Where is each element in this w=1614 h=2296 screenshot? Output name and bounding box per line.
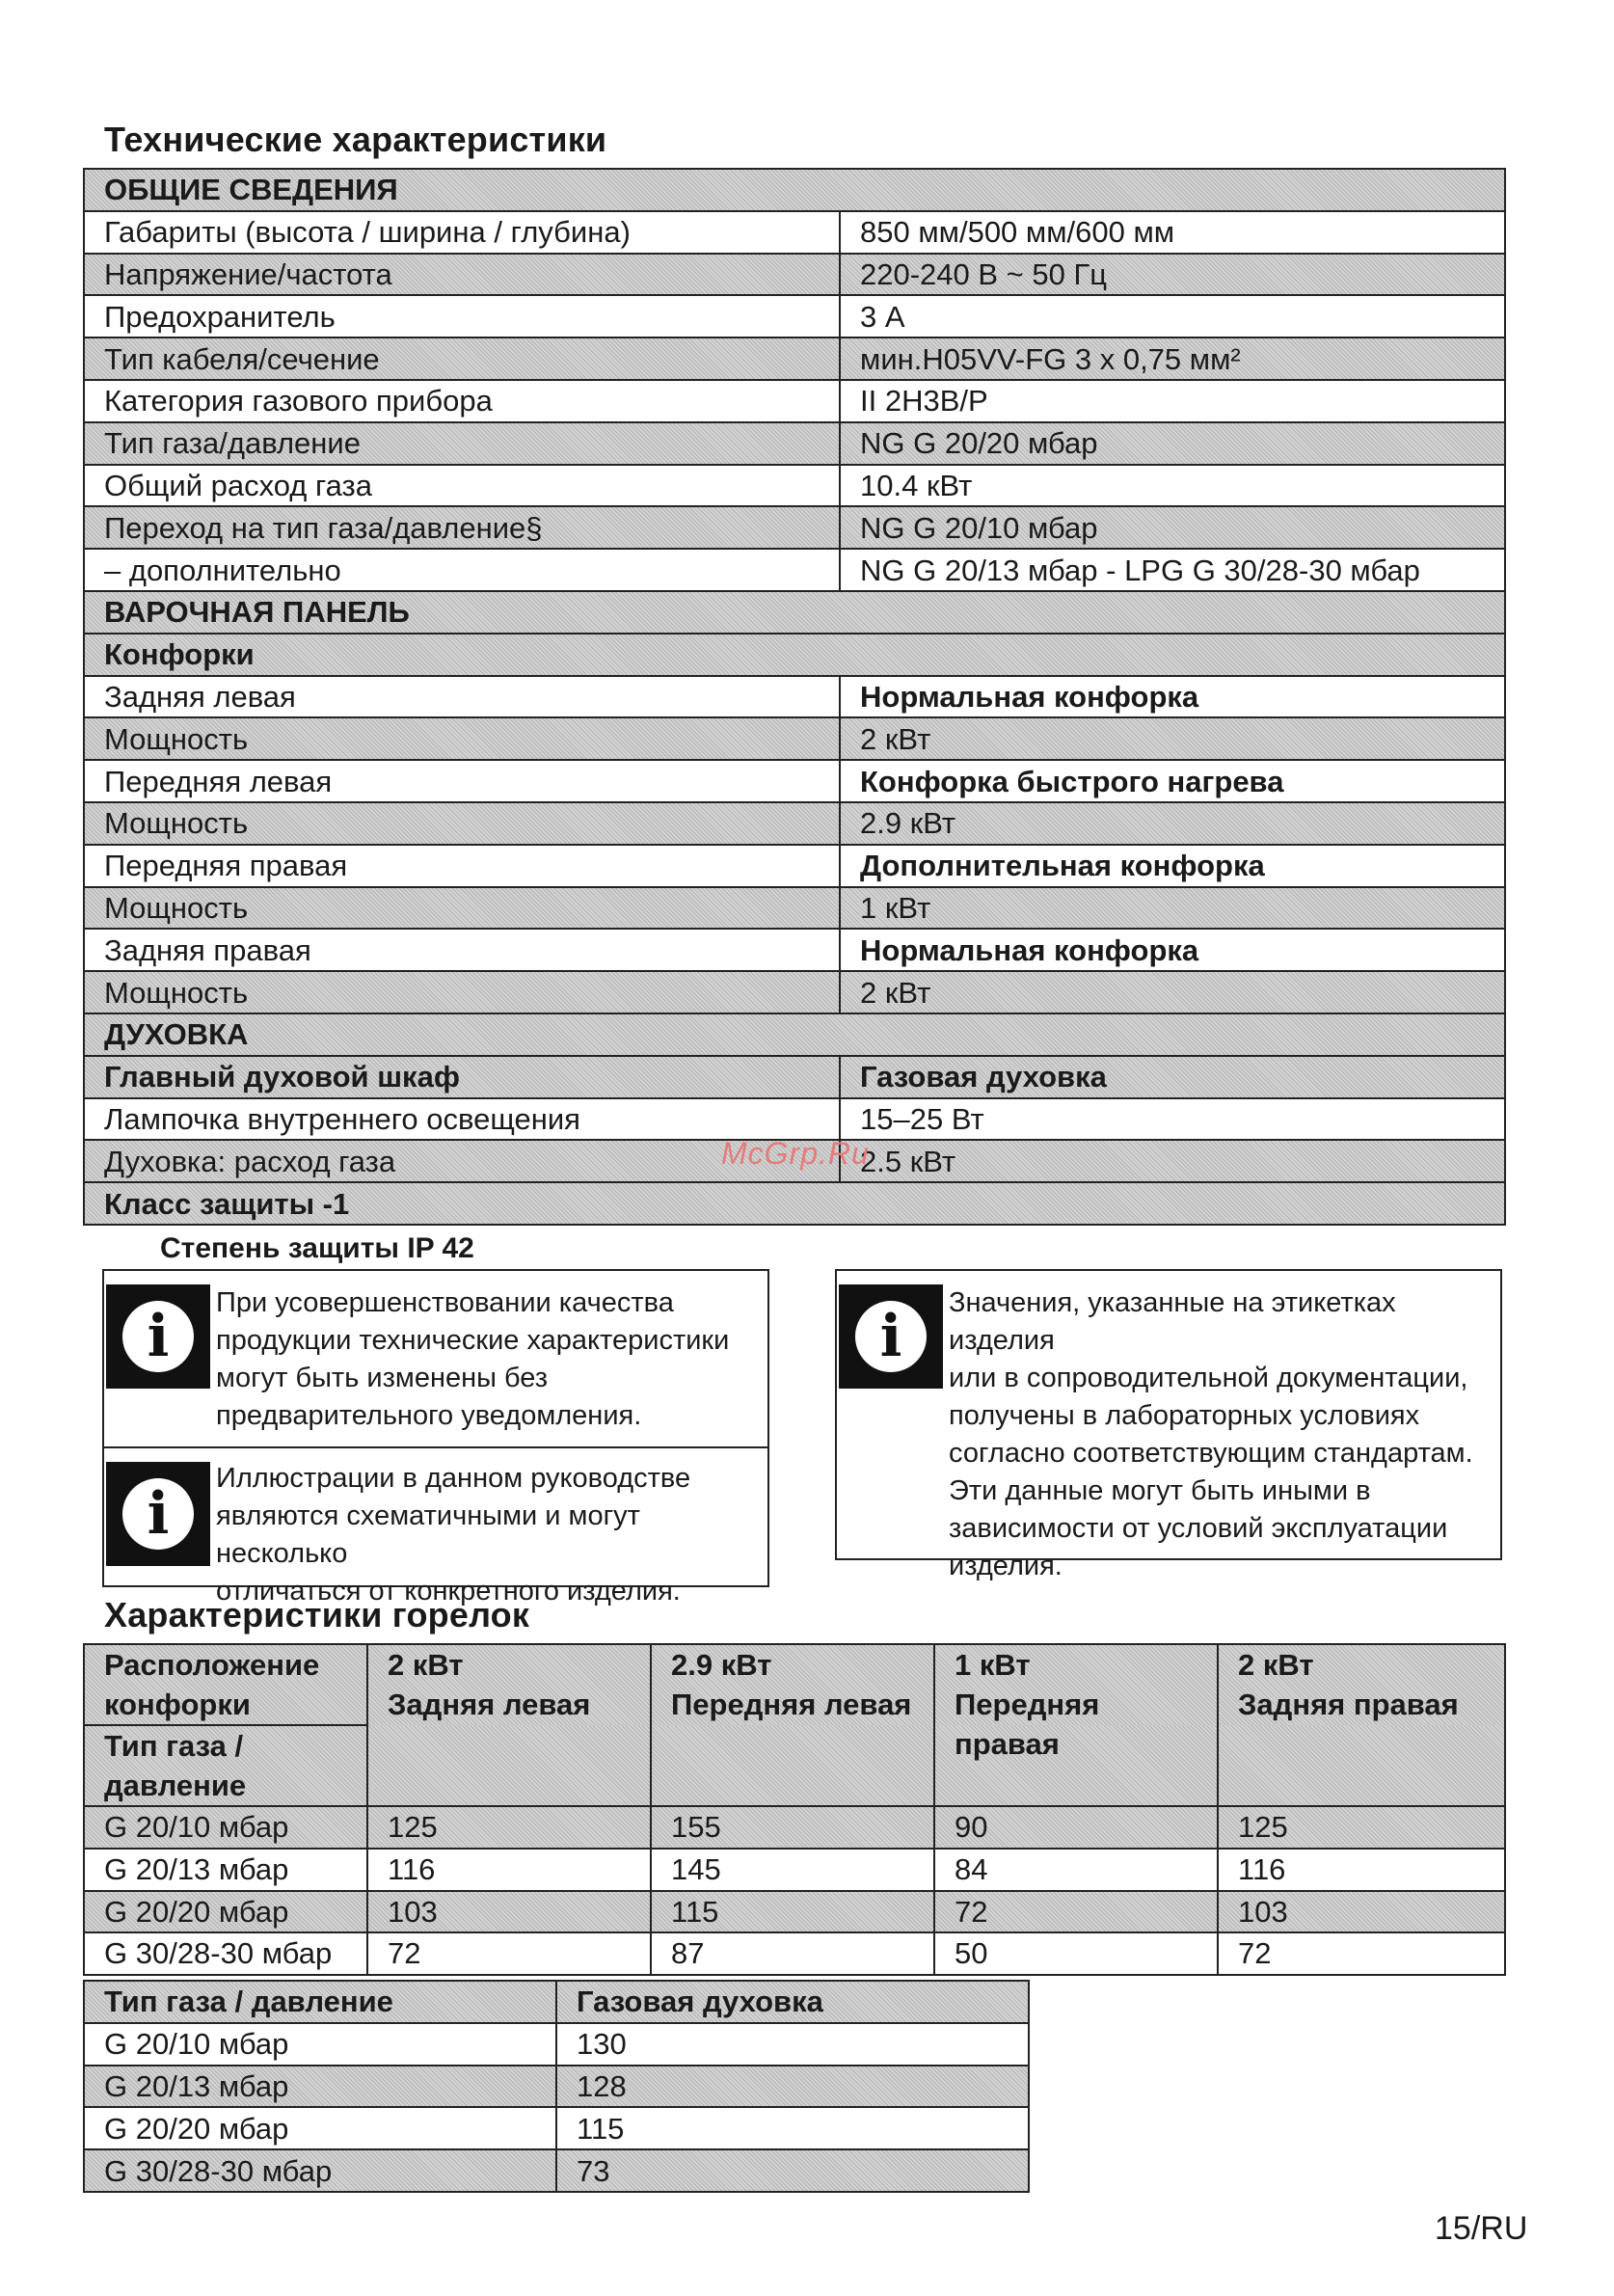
- spec-label: Главный духовой шкаф: [84, 1056, 840, 1098]
- watermark: McGrp.Ru: [721, 1136, 870, 1171]
- info-box-left: [102, 1269, 769, 1607]
- spec-label: Общий расход газа: [84, 465, 840, 507]
- burner-value: 87: [651, 1932, 934, 1975]
- spec-label: Лампочка внутреннего освещения: [84, 1098, 840, 1141]
- info-icon: i: [839, 1284, 943, 1389]
- burner-value: 90: [934, 1806, 1218, 1849]
- spec-label: Задняя правая: [84, 929, 840, 971]
- table-row: [84, 2107, 1029, 2149]
- spec-value: 220-240 В ~ 50 Гц: [840, 254, 1505, 296]
- table-row: [84, 211, 1505, 254]
- burner-value: 50: [934, 1932, 1218, 1975]
- info-icon: i: [106, 1462, 210, 1566]
- table-row: [84, 338, 1505, 380]
- spec-label: Духовка: расход газа: [84, 1140, 840, 1182]
- table-row: [84, 1806, 1505, 1849]
- note-text-2: Иллюстрации в данном руководстве являются схематичными и могут несколько отличаться от конкретного изделия.: [216, 1463, 691, 1607]
- table-row: [84, 380, 1505, 422]
- spec-value: Нормальная конфорка: [840, 676, 1505, 718]
- table-row: [84, 1013, 1505, 1056]
- spec-label: Мощность: [84, 802, 840, 845]
- table-row: [84, 465, 1505, 507]
- spec-value: NG G 20/20 мбар: [840, 422, 1505, 465]
- table-row: [84, 1849, 1505, 1891]
- table-row: [84, 845, 1505, 887]
- gas-type: G 20/10 мбар: [84, 2023, 556, 2066]
- burner-value: 72: [934, 1891, 1218, 1933]
- gas-type: G 20/13 мбар: [84, 2066, 556, 2108]
- protection-class: Класс защиты -1: [84, 1182, 1505, 1225]
- note-text-3: Значения, указанные на этикетках изделия или в сопроводительной документации, получены в лабораторных условиях согласно соответствующим стандартам. Эти данные могут быть иными в зависимости от условий эксплуатации изделия.: [949, 1287, 1473, 1581]
- spec-label: Мощность: [84, 971, 840, 1013]
- spec-value: мин.H05VV-FG 3 x 0,75 мм²: [840, 338, 1505, 380]
- oven-value: 128: [556, 2066, 1029, 2108]
- header-gas: Тип газа / давление: [84, 1725, 367, 1806]
- spec-value: 10.4 кВт: [840, 465, 1505, 507]
- burner-value: 155: [651, 1806, 934, 1849]
- info-box-right: [835, 1269, 1502, 1581]
- burner-value: 115: [651, 1891, 934, 1933]
- note-text-1: При усовершенствовании качества продукции технические характеристики могут быть изменены без предварительного уведомления.: [216, 1287, 730, 1431]
- spec-value: Нормальная конфорка: [840, 929, 1505, 971]
- burner-value: 145: [651, 1849, 934, 1891]
- spec-value: 2 кВт: [840, 971, 1505, 1013]
- section-subheader: Конфорки: [84, 634, 1505, 676]
- table-row: [84, 1098, 1505, 1141]
- spec-value: Дополнительная конфорка: [840, 845, 1505, 887]
- oven-gas-table: [83, 1980, 1030, 2193]
- spec-label: Передняя правая: [84, 845, 840, 887]
- gas-type: G 30/28-30 мбар: [84, 2149, 556, 2192]
- table-row: [84, 760, 1505, 802]
- burner-value: 103: [1218, 1891, 1505, 1933]
- spec-label: Напряжение/частота: [84, 254, 840, 296]
- table-row: [84, 591, 1505, 634]
- column-header: Тип газа / давление: [84, 1981, 556, 2023]
- table-row: [84, 506, 1505, 549]
- table-row: [84, 717, 1505, 760]
- table-row: [84, 1932, 1505, 1975]
- page-number: 15/RU: [1435, 2210, 1528, 2247]
- burner-value: 84: [934, 1849, 1218, 1891]
- info-note-2: [104, 1448, 767, 1607]
- table-row: [84, 676, 1505, 718]
- table-row: [84, 549, 1505, 591]
- table-row: [84, 1891, 1505, 1933]
- burner-value: 125: [367, 1806, 651, 1849]
- spec-label: Передняя левая: [84, 760, 840, 802]
- spec-label: Задняя левая: [84, 676, 840, 718]
- section-header: ОБЩИЕ СВЕДЕНИЯ: [84, 169, 1505, 211]
- info-note-1: [104, 1271, 767, 1448]
- info-icon: i: [106, 1284, 210, 1389]
- table-row: [84, 1182, 1505, 1225]
- spec-label: – дополнительно: [84, 549, 840, 591]
- table-row: [84, 1981, 1029, 2023]
- gas-type: G 20/10 мбар: [84, 1806, 367, 1849]
- burner-column-header: 1 кВт Передняя правая: [934, 1644, 1218, 1806]
- oven-value: 73: [556, 2149, 1029, 2192]
- spec-value: Газовая духовка: [840, 1056, 1505, 1098]
- burner-table: [83, 1643, 1506, 1976]
- spec-label: Предохранитель: [84, 295, 840, 338]
- table-row: [84, 2066, 1029, 2108]
- burner-value: 72: [1218, 1932, 1505, 1975]
- burner-value: 103: [367, 1891, 651, 1933]
- oven-value: 115: [556, 2107, 1029, 2149]
- burner-value: 72: [367, 1932, 651, 1975]
- table-row: [84, 169, 1505, 211]
- burner-section-title: Характеристики горелок: [104, 1595, 530, 1634]
- section-header: ВАРОЧНАЯ ПАНЕЛЬ: [84, 591, 1505, 634]
- burner-column-header: 2.9 кВт Передняя левая: [651, 1644, 934, 1806]
- burner-value: 116: [1218, 1849, 1505, 1891]
- spec-label: Габариты (высота / ширина / глубина): [84, 211, 840, 254]
- spec-value: 1 кВт: [840, 887, 1505, 930]
- spec-label: Категория газового прибора: [84, 380, 840, 422]
- spec-value: 15–25 Вт: [840, 1098, 1505, 1141]
- spec-value: 3 А: [840, 295, 1505, 338]
- section-header: ДУХОВКА: [84, 1013, 1505, 1056]
- table-row: [84, 2149, 1029, 2192]
- spec-value: 2.5 кВт: [840, 1140, 1505, 1182]
- table-row: [84, 802, 1505, 845]
- page-title: Технические характеристики: [104, 120, 607, 159]
- table-row: [84, 1056, 1505, 1098]
- spec-value: NG G 20/10 мбар: [840, 506, 1505, 549]
- header-location: Расположение конфорки: [84, 1644, 367, 1725]
- table-row: [84, 2023, 1029, 2066]
- column-header: Газовая духовка: [556, 1981, 1029, 2023]
- gas-type: G 20/20 мбар: [84, 2107, 556, 2149]
- burner-column-header: 2 кВт Задняя левая: [367, 1644, 651, 1806]
- spec-label: Мощность: [84, 887, 840, 930]
- table-row: [84, 254, 1505, 296]
- burner-value: 116: [367, 1849, 651, 1891]
- gas-type: G 20/13 мбар: [84, 1849, 367, 1891]
- table-row: [84, 295, 1505, 338]
- spec-label: Мощность: [84, 717, 840, 760]
- table-row: [84, 929, 1505, 971]
- spec-value: 2.9 кВт: [840, 802, 1505, 845]
- gas-type: G 30/28-30 мбар: [84, 1932, 367, 1975]
- table-row: [84, 887, 1505, 930]
- spec-label: Тип кабеля/сечение: [84, 338, 840, 380]
- spec-value: Конфорка быстрого нагрева: [840, 760, 1505, 802]
- oven-value: 130: [556, 2023, 1029, 2066]
- specs-table: [83, 168, 1506, 1226]
- table-row: [84, 422, 1505, 465]
- burner-column-header: 2 кВт Задняя правая: [1218, 1644, 1505, 1806]
- spec-value: 2 кВт: [840, 717, 1505, 760]
- spec-label: Переход на тип газа/давление§: [84, 506, 840, 549]
- spec-label: Тип газа/давление: [84, 422, 840, 465]
- table-row: [84, 971, 1505, 1013]
- burner-value: 125: [1218, 1806, 1505, 1849]
- spec-value: NG G 20/13 мбар - LPG G 30/28-30 мбар: [840, 549, 1505, 591]
- table-row: [84, 634, 1505, 676]
- gas-type: G 20/20 мбар: [84, 1891, 367, 1933]
- spec-value: 850 мм/500 мм/600 мм: [840, 211, 1505, 254]
- spec-value: II 2H3B/P: [840, 380, 1505, 422]
- ip-rating: Степень защиты IP 42: [160, 1232, 474, 1264]
- table-row: [84, 1644, 1505, 1725]
